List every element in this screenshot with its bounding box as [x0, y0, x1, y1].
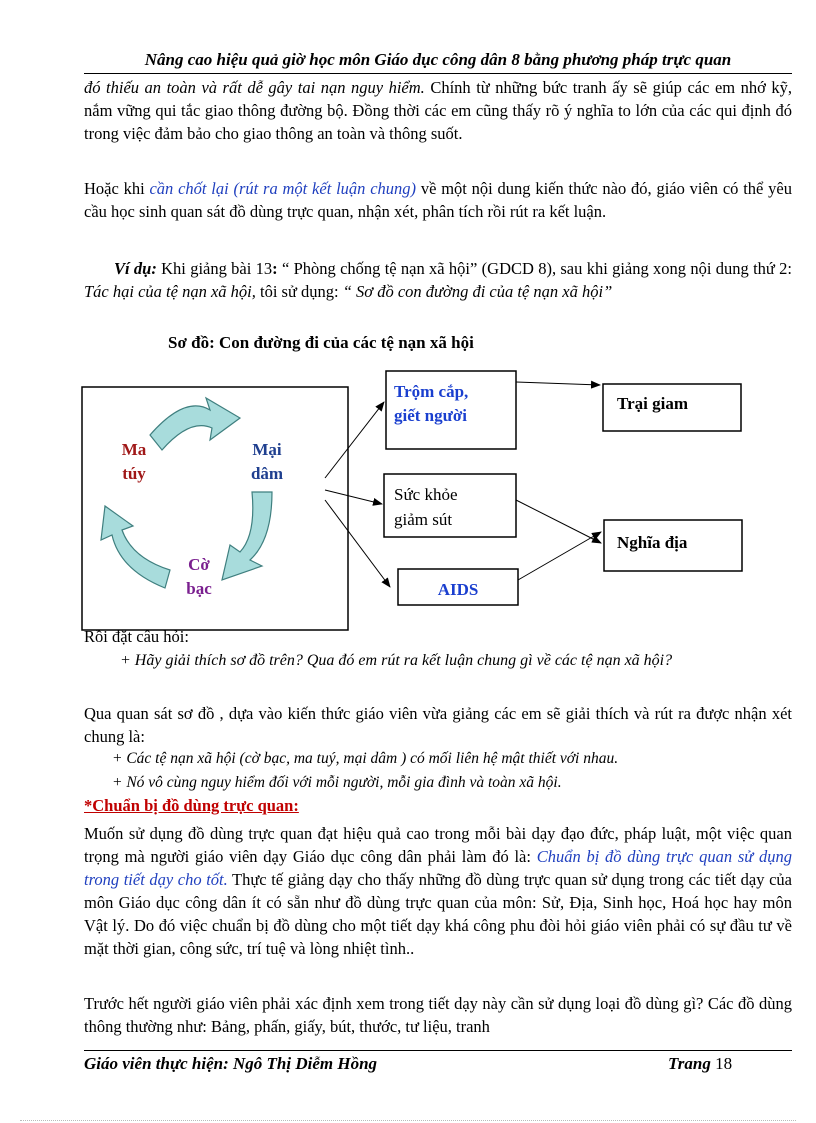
p2-text: về một nội dung kiến thức nào đó, giáo viên có thể yêu cầu học sinh quan sát đồ dùng trực quan, nhận xét, phân tích rồi rút ra kết luận. [84, 179, 792, 221]
example-text-1: Khi giảng bài 13 [156, 259, 273, 278]
footer-page-number: 18 [715, 1054, 733, 1073]
arrow-aids-nghiadia [518, 532, 601, 580]
example-quote: “ Sơ đồ con đường đi của tệ nạn xã hội” [342, 282, 613, 301]
p5-text: Thực tế giảng dạy cho thấy những đồ dùng trực quan sử dụng trong các tiết dạy của môn Giáo dục công dân ít có sẵn như đồ dùng trực quan của môn: Sử, Địa, Sinh học, Hoá học hay môn Vật lý. Do đó việc chuẩn bị đồ dùng cho một tiết dạy khá công phu đòi hỏi giáo viên phải có sự đầu tư về mặt thời gian, công sức, trí tuệ và lòng nhiệt tình.. [84, 870, 792, 958]
p5-highlight: Chuẩn bị đồ dùng trực quan sử dụng trong tiết dạy cho tốt. [84, 847, 792, 889]
paragraph-4: Qua quan sát sơ đồ , dựa vào kiến thức giáo viên vừa giảng các em sẽ giải thích và rút ra được nhận xét chung là: [84, 704, 792, 746]
footer-page [668, 1054, 732, 1074]
section-title: *Chuẩn bị đồ dùng trực quan: [84, 796, 299, 815]
p1-text: Chính từ những bức tranh ấy sẽ giúp các em nhớ kỹ, nắm vững qui tắc giao thông đường bộ. Đồng thời các em cũng thấy rõ ý nghĩa to lớn của các qui định đó trong việc đảm bảo cho giao thông an toàn và thông suốt. [84, 78, 793, 143]
p1-italic: đó thiếu an toàn và rất dễ gây tai nạn nguy hiểm. [84, 78, 425, 97]
text-trom-cap: Trộm cắp, giết người [394, 382, 469, 425]
footer-rule [84, 1050, 792, 1051]
text-nghia-dia: Nghĩa địa [617, 533, 688, 552]
page-header: Nâng cao hiệu quả giờ học môn Giáo dục công dân 8 bằng phương pháp trực quan [144, 50, 732, 69]
example-italic: Tác hại của tệ nạn xã hội, [84, 282, 256, 301]
paragraph-5 [84, 822, 792, 960]
label-mai-dam: Mại dâm [250, 440, 284, 483]
question-bullet: + Hãy giải thích sơ đồ trên? Qua đó em rút ra kết luận chung gì về các tệ nạn xã hội? [120, 652, 673, 669]
text-aids: AIDS [437, 580, 479, 599]
p2-highlight: cần chốt lại (rút ra một kết luận chung) [149, 179, 417, 198]
example-label: Ví dụ: [114, 259, 157, 278]
text-trai-giam: Trại giam [617, 394, 688, 413]
page-bottom-dots [20, 1120, 796, 1121]
arrow-to-traigiam [516, 382, 600, 385]
text-suc-khoe: Sức khỏe giảm sút [394, 485, 458, 529]
example-text-3: tôi sử dụng: [255, 282, 343, 301]
paragraph-6: Trước hết người giáo viên phải xác định xem trong tiết dạy này cần sử dụng loại đồ dùng gì? Các đồ dùng thông thường như: Bảng, phấn, giấy, bút, thước, tư liệu, tranh [84, 994, 792, 1036]
footer-page-label: Trang [668, 1054, 711, 1073]
diagram-title: Sơ đồ: Con đường đi của các tệ nạn xã hội [168, 333, 474, 352]
question-intro: Rồi đặt câu hỏi: [84, 627, 189, 646]
example-text-2: “ Phòng chống tệ nạn xã hội” (GDCD 8), sau khi giảng xong nội dung thứ 2: [277, 259, 792, 278]
p5-start: Muốn sử dụng đồ dùng trực quan đạt hiệu quả cao trong mỗi bài dạy đạo đức, pháp luật, một việc quan trọng mà người giáo viên dạy Giáo dục công dân phải làm đó là: [84, 824, 792, 866]
bullet-2: + Nó vô cùng nguy hiểm đối với mỗi người, mỗi gia đình và toàn xã hội. [112, 774, 562, 791]
p2-start: Hoặc khi [84, 179, 150, 198]
label-ma-tuy: Ma túy [121, 440, 147, 483]
arrow-suckhoe-nghiadia [516, 500, 601, 543]
footer-author: Giáo viên thực hiện: Ngô Thị Diễm Hồng [84, 1054, 378, 1073]
label-co-bac: Cờ bạc [186, 555, 212, 598]
bullet-1: + Các tệ nạn xã hội (cờ bạc, ma tuý, mại dâm ) có mối liên hệ mật thiết với nhau. [112, 750, 619, 767]
example-colon: : [272, 259, 278, 278]
